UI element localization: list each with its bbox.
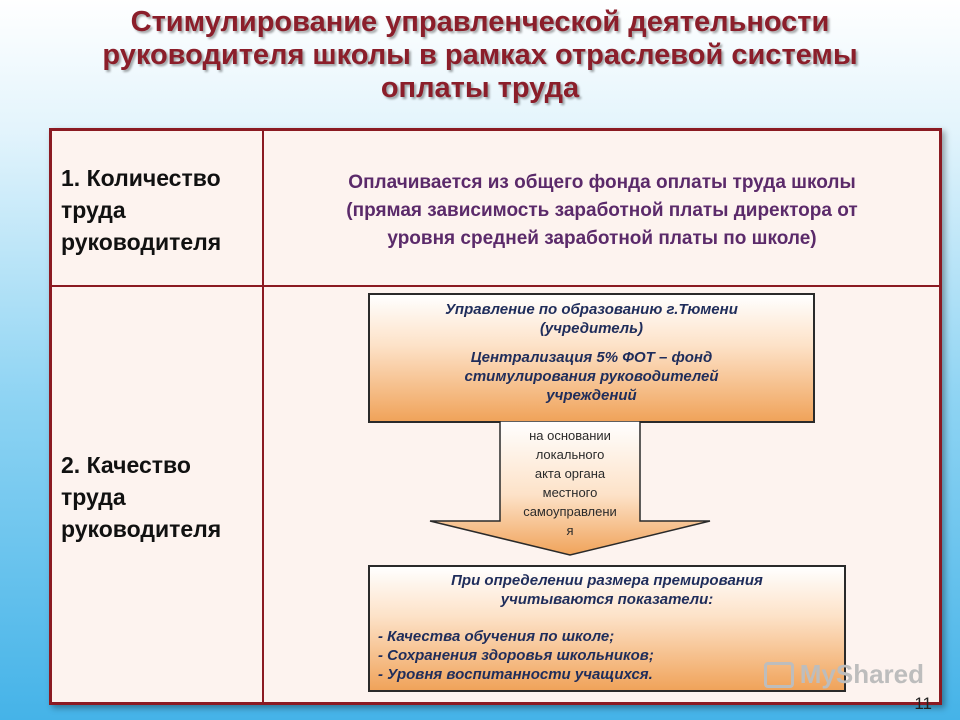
list-item: - Сохранения здоровья школьников; (378, 647, 654, 664)
row1-label-line: 1. Количество (61, 165, 221, 191)
row2-label-line: руководителя (61, 516, 222, 542)
row1-content-line: (прямая зависимость заработной платы директора от (346, 200, 858, 221)
presentation-icon (764, 662, 794, 688)
title-line-1: Стимулирование управленческой деятельности (130, 6, 830, 38)
founder-box (368, 293, 815, 423)
founder-box-line: Централизация 5% ФОТ – фонд (470, 349, 713, 366)
list-item: - Качества обучения по школе; (378, 628, 615, 645)
indicators-heading-line: учитываются показатели: (500, 591, 714, 608)
founder-box-line: стимулирования руководителей (464, 368, 719, 385)
row1-content-line: Оплачивается из общего фонда оплаты труда школы (348, 172, 856, 193)
row1-content (267, 169, 937, 253)
row2-label-line: труда (61, 484, 126, 510)
slide-title (0, 6, 960, 105)
watermark-text: MyShared (799, 659, 924, 689)
arrow-caption-line: на основании (529, 428, 611, 443)
row2-label-line: 2. Качество (61, 452, 191, 478)
page-number: 11 (914, 694, 932, 713)
founder-box-line: Управление по образованию г.Тюмени (445, 301, 738, 318)
row1-label-line: руководителя (61, 229, 222, 255)
row1-content-line: уровня средней заработной платы по школе) (387, 228, 817, 249)
founder-box-line: учреждений (546, 387, 637, 404)
row-divider (52, 285, 939, 287)
column-divider (262, 131, 264, 702)
watermark (764, 659, 924, 690)
arrow-caption-line: местного (542, 485, 598, 500)
title-line-2: руководителя школы в рамках отраслевой системы (102, 39, 858, 71)
arrow-caption-line: локального (535, 447, 605, 462)
content-table (49, 128, 942, 705)
founder-box-line: (учредитель) (539, 320, 644, 337)
list-item: - Уровня воспитанности учащихся. (378, 666, 653, 683)
arrow-caption (506, 426, 634, 540)
title-line-3: оплаты труда (380, 72, 580, 104)
arrow-caption-line: самоуправлени (523, 504, 617, 519)
arrow-caption-line: я (566, 523, 574, 538)
row1-label (61, 162, 221, 258)
row1-label-line: труда (61, 197, 126, 223)
row2-label (61, 449, 221, 545)
indicators-heading-line: При определении размера премирования (451, 572, 763, 589)
arrow-caption-line: акта органа (534, 466, 606, 481)
